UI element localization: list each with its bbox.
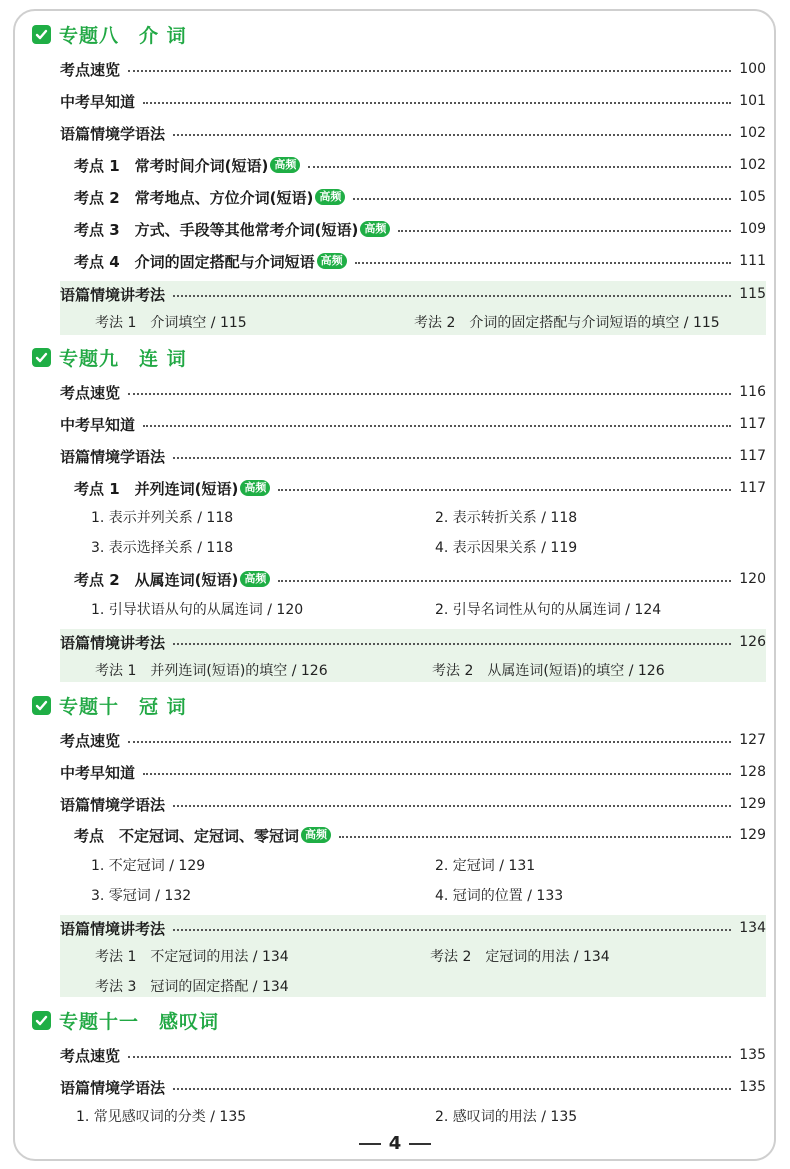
toc-entry[interactable] — [60, 1074, 766, 1100]
sub-item[interactable]: 考法 1 并列连词(短语)的填空 / 126 — [95, 663, 328, 679]
section-title: 专题十 冠 词 — [59, 695, 187, 718]
page-number: 102 — [739, 125, 766, 141]
page-number: 105 — [739, 189, 766, 205]
entry-label: 语篇情境学语法 — [60, 795, 166, 814]
toc-entry[interactable] — [60, 443, 766, 469]
page-number: 117 — [739, 416, 766, 432]
high-frequency-badge: 高频 — [240, 571, 270, 587]
high-frequency-badge: 高频 — [301, 827, 331, 843]
leader-dots — [173, 929, 731, 931]
entry-label: 中考早知道 — [60, 92, 136, 111]
section-header — [32, 1005, 732, 1035]
sub-item[interactable]: 1. 引导状语从句的从属连词 / 120 — [91, 602, 304, 618]
toc-entry[interactable] — [60, 629, 766, 655]
page-number: 117 — [739, 480, 766, 496]
leader-dots — [173, 295, 731, 297]
page-number: 127 — [739, 732, 766, 748]
high-frequency-badge: 高频 — [240, 480, 270, 496]
leader-dots — [128, 393, 731, 395]
page-number: 129 — [739, 796, 766, 812]
high-frequency-badge: 高频 — [270, 157, 300, 173]
entry-label: 考点 不定冠词、定冠词、零冠词 — [74, 826, 300, 845]
toc-entry[interactable] — [60, 759, 766, 785]
leader-dots — [278, 489, 731, 491]
page-number: 117 — [739, 448, 766, 464]
entry-label: 考点 2 从属连词(短语) — [74, 570, 239, 589]
entry-label: 语篇情境学语法 — [60, 447, 166, 466]
toc-entry[interactable] — [60, 727, 766, 753]
entry-label: 语篇情境讲考法 — [60, 285, 166, 304]
sub-item[interactable]: 2. 定冠词 / 131 — [435, 858, 536, 874]
section-title: 专题九 连 词 — [59, 347, 187, 370]
footer-dash — [409, 1143, 431, 1145]
page-number: 134 — [739, 920, 766, 936]
page-number: 135 — [739, 1079, 766, 1095]
sub-item[interactable]: 2. 感叹词的用法 / 135 — [435, 1109, 578, 1125]
toc-entry[interactable] — [60, 1042, 766, 1068]
leader-dots — [173, 457, 731, 459]
entry-label: 语篇情境讲考法 — [60, 633, 166, 652]
leader-dots — [173, 805, 731, 807]
entry-label: 考点速览 — [60, 60, 121, 79]
sub-item[interactable]: 2. 引导名词性从句的从属连词 / 124 — [435, 602, 662, 618]
section-title: 专题十一 感叹词 — [59, 1010, 220, 1033]
checkmark-icon — [32, 1011, 51, 1030]
sub-item[interactable]: 1. 常见感叹词的分类 / 135 — [76, 1109, 247, 1125]
page-number: 115 — [739, 286, 766, 302]
toc-entry[interactable] — [60, 379, 766, 405]
toc-entry[interactable] — [60, 120, 766, 146]
toc-entry[interactable] — [74, 184, 766, 210]
page-number: 116 — [739, 384, 766, 400]
page-number: 101 — [739, 93, 766, 109]
sub-item[interactable]: 考法 1 介词填空 / 115 — [95, 315, 247, 331]
page-footer — [0, 1133, 790, 1154]
toc-entry[interactable] — [60, 56, 766, 82]
high-frequency-badge: 高频 — [317, 253, 347, 269]
sub-item[interactable]: 2. 表示转折关系 / 118 — [435, 510, 578, 526]
toc-entry[interactable] — [74, 152, 766, 178]
entry-label: 考点速览 — [60, 383, 121, 402]
toc-entry[interactable] — [60, 411, 766, 437]
entry-label: 考点 1 并列连词(短语) — [74, 479, 239, 498]
leader-dots — [355, 262, 732, 264]
toc-entry[interactable] — [60, 281, 766, 307]
sub-item[interactable]: 1. 表示并列关系 / 118 — [91, 510, 234, 526]
toc-entry[interactable] — [60, 88, 766, 114]
leader-dots — [128, 70, 731, 72]
entry-label: 考点 2 常考地点、方位介词(短语) — [74, 188, 314, 207]
sub-item[interactable]: 4. 表示因果关系 / 119 — [435, 540, 578, 556]
page-number: 111 — [739, 253, 766, 269]
section-header — [32, 690, 732, 720]
sub-item[interactable]: 考法 2 介词的固定搭配与介词短语的填空 / 115 — [414, 315, 720, 331]
page-number: 100 — [739, 61, 766, 77]
entry-label: 语篇情境学语法 — [60, 1078, 166, 1097]
high-frequency-badge: 高频 — [315, 189, 345, 205]
toc-entry[interactable] — [74, 566, 766, 592]
leader-dots — [173, 134, 731, 136]
sub-item[interactable]: 考法 3 冠词的固定搭配 / 134 — [95, 979, 289, 995]
leader-dots — [143, 773, 731, 775]
leader-dots — [173, 643, 731, 645]
leader-dots — [278, 580, 731, 582]
leader-dots — [339, 836, 731, 838]
page-number-footer: 4 — [388, 1133, 402, 1154]
toc-entry[interactable] — [60, 915, 766, 941]
leader-dots — [398, 230, 731, 232]
sub-item[interactable]: 考法 2 定冠词的用法 / 134 — [430, 949, 610, 965]
entry-label: 中考早知道 — [60, 415, 136, 434]
leader-dots — [173, 1088, 731, 1090]
entry-label: 语篇情境讲考法 — [60, 919, 166, 938]
checkmark-icon — [32, 348, 51, 367]
entry-label: 考点速览 — [60, 1046, 121, 1065]
leader-dots — [353, 198, 731, 200]
entry-label: 考点速览 — [60, 731, 121, 750]
high-frequency-badge: 高频 — [360, 221, 390, 237]
entry-label: 考点 3 方式、手段等其他常考介词(短语) — [74, 220, 359, 239]
page-number: 102 — [739, 157, 766, 173]
entry-label: 中考早知道 — [60, 763, 136, 782]
sub-item[interactable]: 4. 冠词的位置 / 133 — [435, 888, 564, 904]
section-header — [32, 19, 732, 49]
toc-entry[interactable] — [74, 475, 766, 501]
page-number: 120 — [739, 571, 766, 587]
leader-dots — [308, 166, 731, 168]
page-number: 126 — [739, 634, 766, 650]
sub-item[interactable]: 1. 不定冠词 / 129 — [91, 858, 206, 874]
leader-dots — [128, 1056, 731, 1058]
sub-item[interactable]: 考法 1 不定冠词的用法 / 134 — [95, 949, 289, 965]
page-number: 135 — [739, 1047, 766, 1063]
page-number: 129 — [739, 827, 766, 843]
entry-label: 考点 1 常考时间介词(短语) — [74, 156, 269, 175]
checkmark-icon — [32, 25, 51, 44]
section-title: 专题八 介 词 — [59, 24, 187, 47]
sub-item[interactable]: 3. 零冠词 / 132 — [91, 888, 192, 904]
toc-entry[interactable] — [74, 822, 766, 848]
entry-label: 考点 4 介词的固定搭配与介词短语 — [74, 252, 315, 271]
leader-dots — [143, 425, 731, 427]
page-number: 109 — [739, 221, 766, 237]
toc-entry[interactable] — [74, 248, 766, 274]
leader-dots — [143, 102, 731, 104]
sub-item[interactable]: 考法 2 从属连词(短语)的填空 / 126 — [432, 663, 665, 679]
leader-dots — [128, 741, 731, 743]
page-number: 128 — [739, 764, 766, 780]
toc-entry[interactable] — [74, 216, 766, 242]
section-header — [32, 342, 732, 372]
checkmark-icon — [32, 696, 51, 715]
sub-item[interactable]: 3. 表示选择关系 / 118 — [91, 540, 234, 556]
toc-entry[interactable] — [60, 791, 766, 817]
entry-label: 语篇情境学语法 — [60, 124, 166, 143]
footer-dash — [359, 1143, 381, 1145]
